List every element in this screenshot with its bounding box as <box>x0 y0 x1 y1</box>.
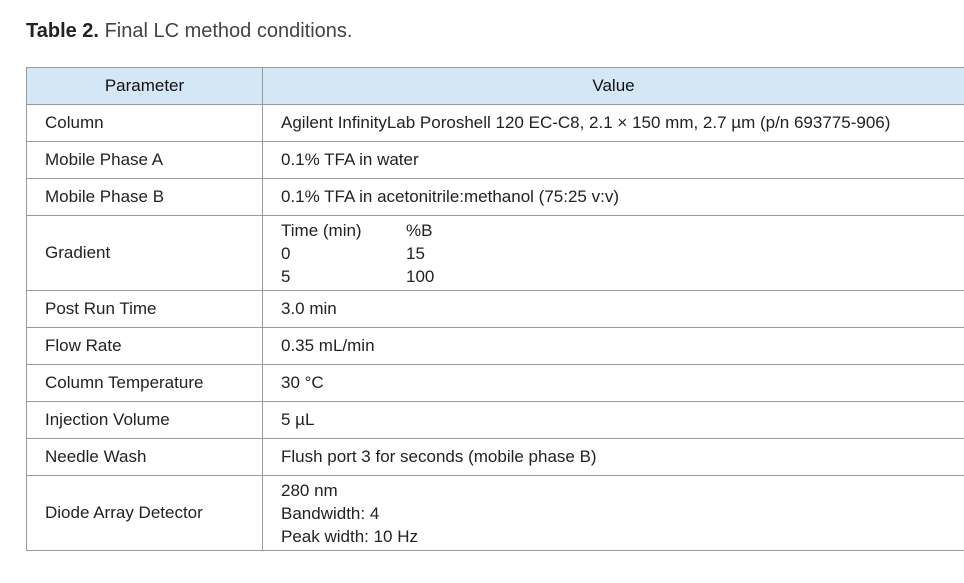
row-parameter: Column Temperature <box>27 365 263 402</box>
row-value: 5 µL <box>263 402 964 439</box>
gradient-percent-b: 15 <box>406 243 425 263</box>
detector-cell <box>263 476 964 551</box>
table-caption <box>26 18 352 44</box>
row-value: Agilent InfinityLab Poroshell 120 EC-C8, 2.1 × 150 mm, 2.7 µm (p/n 693775-906) <box>263 105 964 142</box>
gradient-cell <box>263 216 964 291</box>
row-parameter: Column <box>27 105 263 142</box>
header-parameter: Parameter <box>27 68 263 105</box>
detector-peak-width: Peak width: 10 Hz <box>281 526 419 546</box>
table-row <box>27 365 964 402</box>
gradient-table <box>281 219 964 288</box>
gradient-header-time: Time (min) <box>281 220 362 240</box>
table-row <box>27 402 964 439</box>
row-parameter: Flow Rate <box>27 328 263 365</box>
detector-bandwidth: Bandwidth: 4 <box>281 503 380 523</box>
row-value: Flush port 3 for seconds (mobile phase B) <box>263 439 964 476</box>
table-row <box>27 439 964 476</box>
row-value: 30 °C <box>263 365 964 402</box>
lc-conditions-table <box>26 67 964 551</box>
row-value: 3.0 min <box>263 291 964 328</box>
caption-text: Final LC method conditions. <box>104 20 353 42</box>
table-row <box>27 476 964 551</box>
detector-wavelength: 280 nm <box>281 480 338 500</box>
row-value: 0.1% TFA in water <box>263 142 964 179</box>
table-row <box>27 216 964 291</box>
row-parameter: Diode Array Detector <box>27 476 263 551</box>
row-parameter: Mobile Phase A <box>27 142 263 179</box>
table-row <box>27 105 964 142</box>
gradient-header-percent-b: %B <box>406 220 433 240</box>
gradient-time: 0 <box>281 243 291 263</box>
header-value: Value <box>263 68 964 105</box>
row-parameter: Gradient <box>27 216 263 291</box>
gradient-time: 5 <box>281 266 291 286</box>
table-row <box>27 142 964 179</box>
caption-label: Table 2. <box>26 20 99 42</box>
row-parameter: Mobile Phase B <box>27 179 263 216</box>
row-value: 0.1% TFA in acetonitrile:methanol (75:25 v:v) <box>263 179 964 216</box>
row-parameter: Needle Wash <box>27 439 263 476</box>
table-header-row <box>27 68 964 105</box>
table-row <box>27 179 964 216</box>
row-parameter: Post Run Time <box>27 291 263 328</box>
gradient-percent-b: 100 <box>406 266 435 286</box>
row-value: 0.35 mL/min <box>263 328 964 365</box>
table-row <box>27 291 964 328</box>
row-parameter: Injection Volume <box>27 402 263 439</box>
table-row <box>27 328 964 365</box>
